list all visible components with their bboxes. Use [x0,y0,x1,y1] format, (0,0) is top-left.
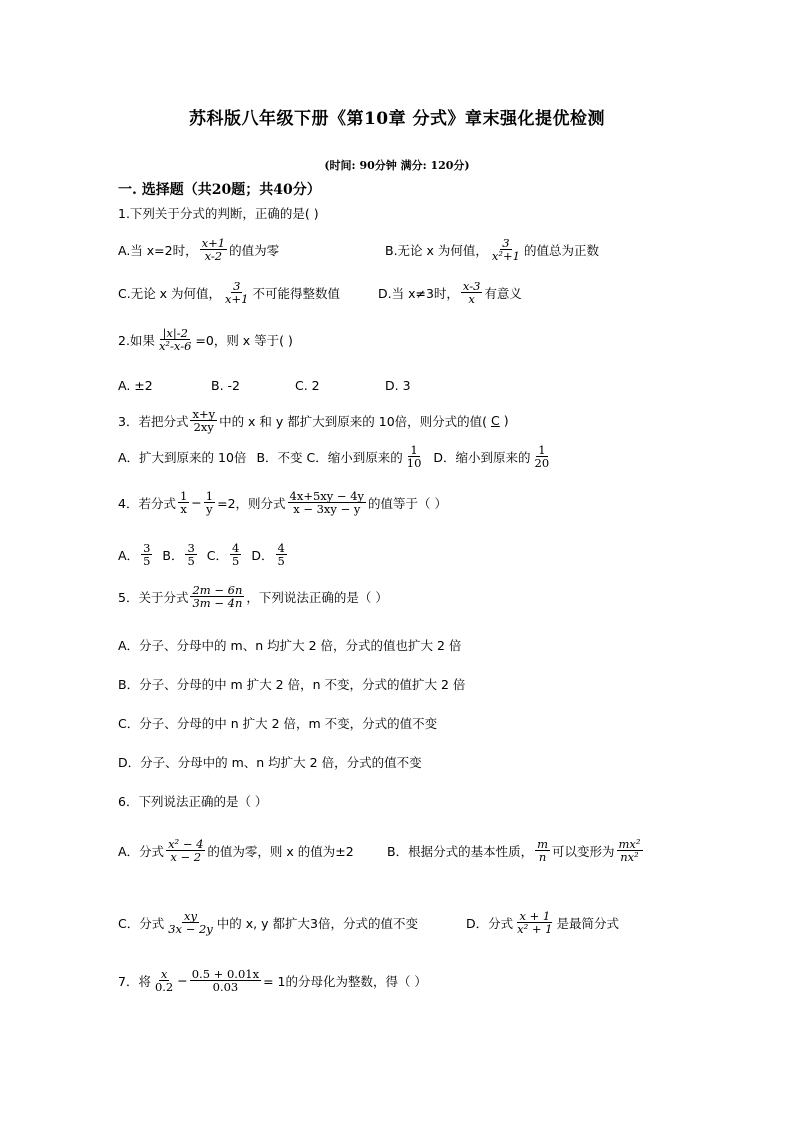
fraction [533,444,552,469]
question-6-stem: 6．下列说法正确的是（ ） [118,794,268,809]
option-text: 中的 x, y 都扩大3倍，分式的值不变 [216,915,418,931]
question-text: 中的 x 和 y 都扩大到原来的 10倍，则分式的值( [219,413,488,429]
question-text: 3．若把分式 [118,413,189,429]
fraction [461,280,483,305]
denominator: x²+1 [491,249,520,264]
question-text: 5．关于分式 [118,589,189,605]
option-text: 的值为零 [229,242,280,258]
denominator: 5 [143,554,151,569]
question-4-options [118,542,289,567]
section-heading: 一. 选择题（共20题；共40分） [118,182,321,198]
denominator: x-2 [204,249,223,264]
fraction [490,237,522,262]
question-6-option-d [466,910,619,935]
numerator: 0.5 + 0.01x [191,967,260,981]
answer-mark: C [491,413,500,429]
option-text: A．分式 [118,843,165,859]
question-5-stem [118,584,388,609]
question-5-option-c: C．分子、分母的中 n 扩大 2 倍，m 不变，分式的值不变 [118,716,438,731]
question-text: =2，则分式 [217,495,286,511]
option-text: 是最简分式 [556,915,620,931]
option-text: B．根据分式的基本性质， [387,843,534,859]
fraction [200,237,227,262]
option-text: 有意义 [484,285,522,301]
question-5-option-a: A．分子、分母中的 m、n 均扩大 2 倍，分式的值也扩大 2 倍 [118,638,462,653]
denominator: y [206,502,213,517]
option-b: B．不变 [256,449,303,465]
fraction [185,542,196,567]
fraction [204,490,215,515]
numerator: |x|-2 [162,326,188,340]
numerator: x+1 [201,236,226,250]
numerator: 3 [502,236,510,250]
numerator: xy [184,909,197,923]
question-7-stem [118,968,427,993]
option-text: 的值为零，则 x 的值为±2 [207,843,354,859]
numerator: 3 [187,541,195,555]
fraction [405,444,424,469]
minus-sign: − [191,495,202,511]
numerator: 4 [277,541,285,555]
question-text: 7．将 [118,973,151,989]
fraction [141,542,152,567]
question-3-options [118,444,553,469]
question-text: 的值等于（ ） [368,495,448,511]
page-title: 苏科版八年级下册《第10章 分式》章末强化提优检测 [188,109,606,129]
denominator: 0.2 [154,980,174,995]
question-2-option-d: D. 3 [385,378,411,393]
denominator: x [468,292,475,307]
option-c: C．缩小到原来的 [306,449,403,465]
denominator: x² + 1 [517,922,553,937]
fraction [190,968,261,993]
question-2-option-a: A. ±2 [118,378,153,393]
numerator: 1 [538,443,546,457]
question-5-option-d: D．分子、分母中的 m、n 均扩大 2 倍，分式的值不变 [118,755,422,770]
question-4-stem [118,490,447,515]
numerator: 2m − 6n [192,583,243,597]
fraction [288,490,367,515]
numerator: x-3 [462,279,481,293]
numerator: x² − 4 [168,837,204,851]
numerator: 1 [179,489,188,503]
fraction [276,542,287,567]
option-a: A． [118,547,140,563]
question-6-option-a [118,838,354,863]
question-1-option-c [118,280,340,305]
numerator: x [160,967,168,981]
question-6-option-b [387,838,645,863]
option-c: C． [206,547,229,563]
fraction [153,968,175,993]
fraction [178,490,189,515]
numerator: 1 [205,489,214,503]
option-text: B.无论 x 为何值， [385,242,488,258]
denominator: 5 [232,554,240,569]
question-text: ) [503,413,509,429]
fraction [190,408,217,433]
fraction [166,838,205,863]
numerator: x+y [192,407,216,421]
numerator: mx² [618,837,641,851]
denominator: 10 [406,456,422,471]
numerator: 4 [232,541,240,555]
denominator: n [538,850,547,865]
question-1-option-a [118,237,279,262]
denominator: nx² [620,850,639,865]
question-text: 4．若分式 [118,495,176,511]
numerator: 3 [143,541,151,555]
denominator: x²-x-6 [158,339,192,354]
option-text: A.当 x=2时， [118,242,198,258]
denominator: 0.03 [212,980,239,995]
denominator: 3m − 4n [192,596,243,611]
minus-sign: − [177,973,188,989]
denominator: 5 [187,554,195,569]
fraction [230,542,241,567]
fraction [190,584,244,609]
fraction [617,838,643,863]
denominator: x − 2 [170,850,202,865]
question-1-stem [118,204,319,222]
numerator: 1 [410,443,418,457]
question-1-option-d [378,280,522,305]
numerator: 3 [233,279,241,293]
denominator: x − 3xy − y [293,502,361,517]
option-text: 可以变形为 [551,843,615,859]
question-text: = 1的分母化为整数，得（ ） [263,973,427,989]
option-text: 的值总为正数 [523,242,599,258]
numerator: x + 1 [519,909,551,923]
option-a: A．扩大到原来的 10倍 [118,449,247,465]
exam-info: (时间: 90分钟 满分: 120分) [324,159,470,172]
option-text: 不可能得整数值 [252,285,341,301]
denominator: 20 [534,456,550,471]
question-6-option-c [118,910,418,935]
denominator: 5 [277,554,285,569]
fraction [535,838,550,863]
denominator: x+1 [225,292,249,307]
fraction [157,327,193,352]
option-d: D．缩小到原来的 [433,449,531,465]
question-text: 2.如果 [118,332,155,348]
question-2-option-c: C. 2 [295,378,320,393]
numerator: m [537,837,548,851]
question-3-stem [118,408,509,433]
fraction [515,910,554,935]
question-text: 1.下列关于分式的判断，正确的是( ) [118,206,319,221]
option-text: D．分式 [466,915,514,931]
option-b: B． [162,547,184,563]
fraction [223,280,250,305]
denominator: x [180,502,187,517]
option-text: C．分式 [118,915,165,931]
fraction [166,910,215,935]
question-5-option-b: B．分子、分母的中 m 扩大 2 倍，n 不变，分式的值扩大 2 倍 [118,677,466,692]
question-1-option-b [385,237,599,262]
denominator: 2xy [193,420,214,435]
numerator: 4x+5xy − 4y [289,489,365,503]
question-2-option-b: B. -2 [211,378,240,393]
denominator: 3x − 2y [168,922,213,937]
option-text: C.无论 x 为何值， [118,285,222,301]
question-text: =0，则 x 等于( ) [195,332,293,348]
option-d: D． [251,547,274,563]
option-text: D.当 x≠3时， [378,285,459,301]
question-text: ，下列说法正确的是（ ） [246,589,388,605]
question-2-stem [118,327,293,352]
